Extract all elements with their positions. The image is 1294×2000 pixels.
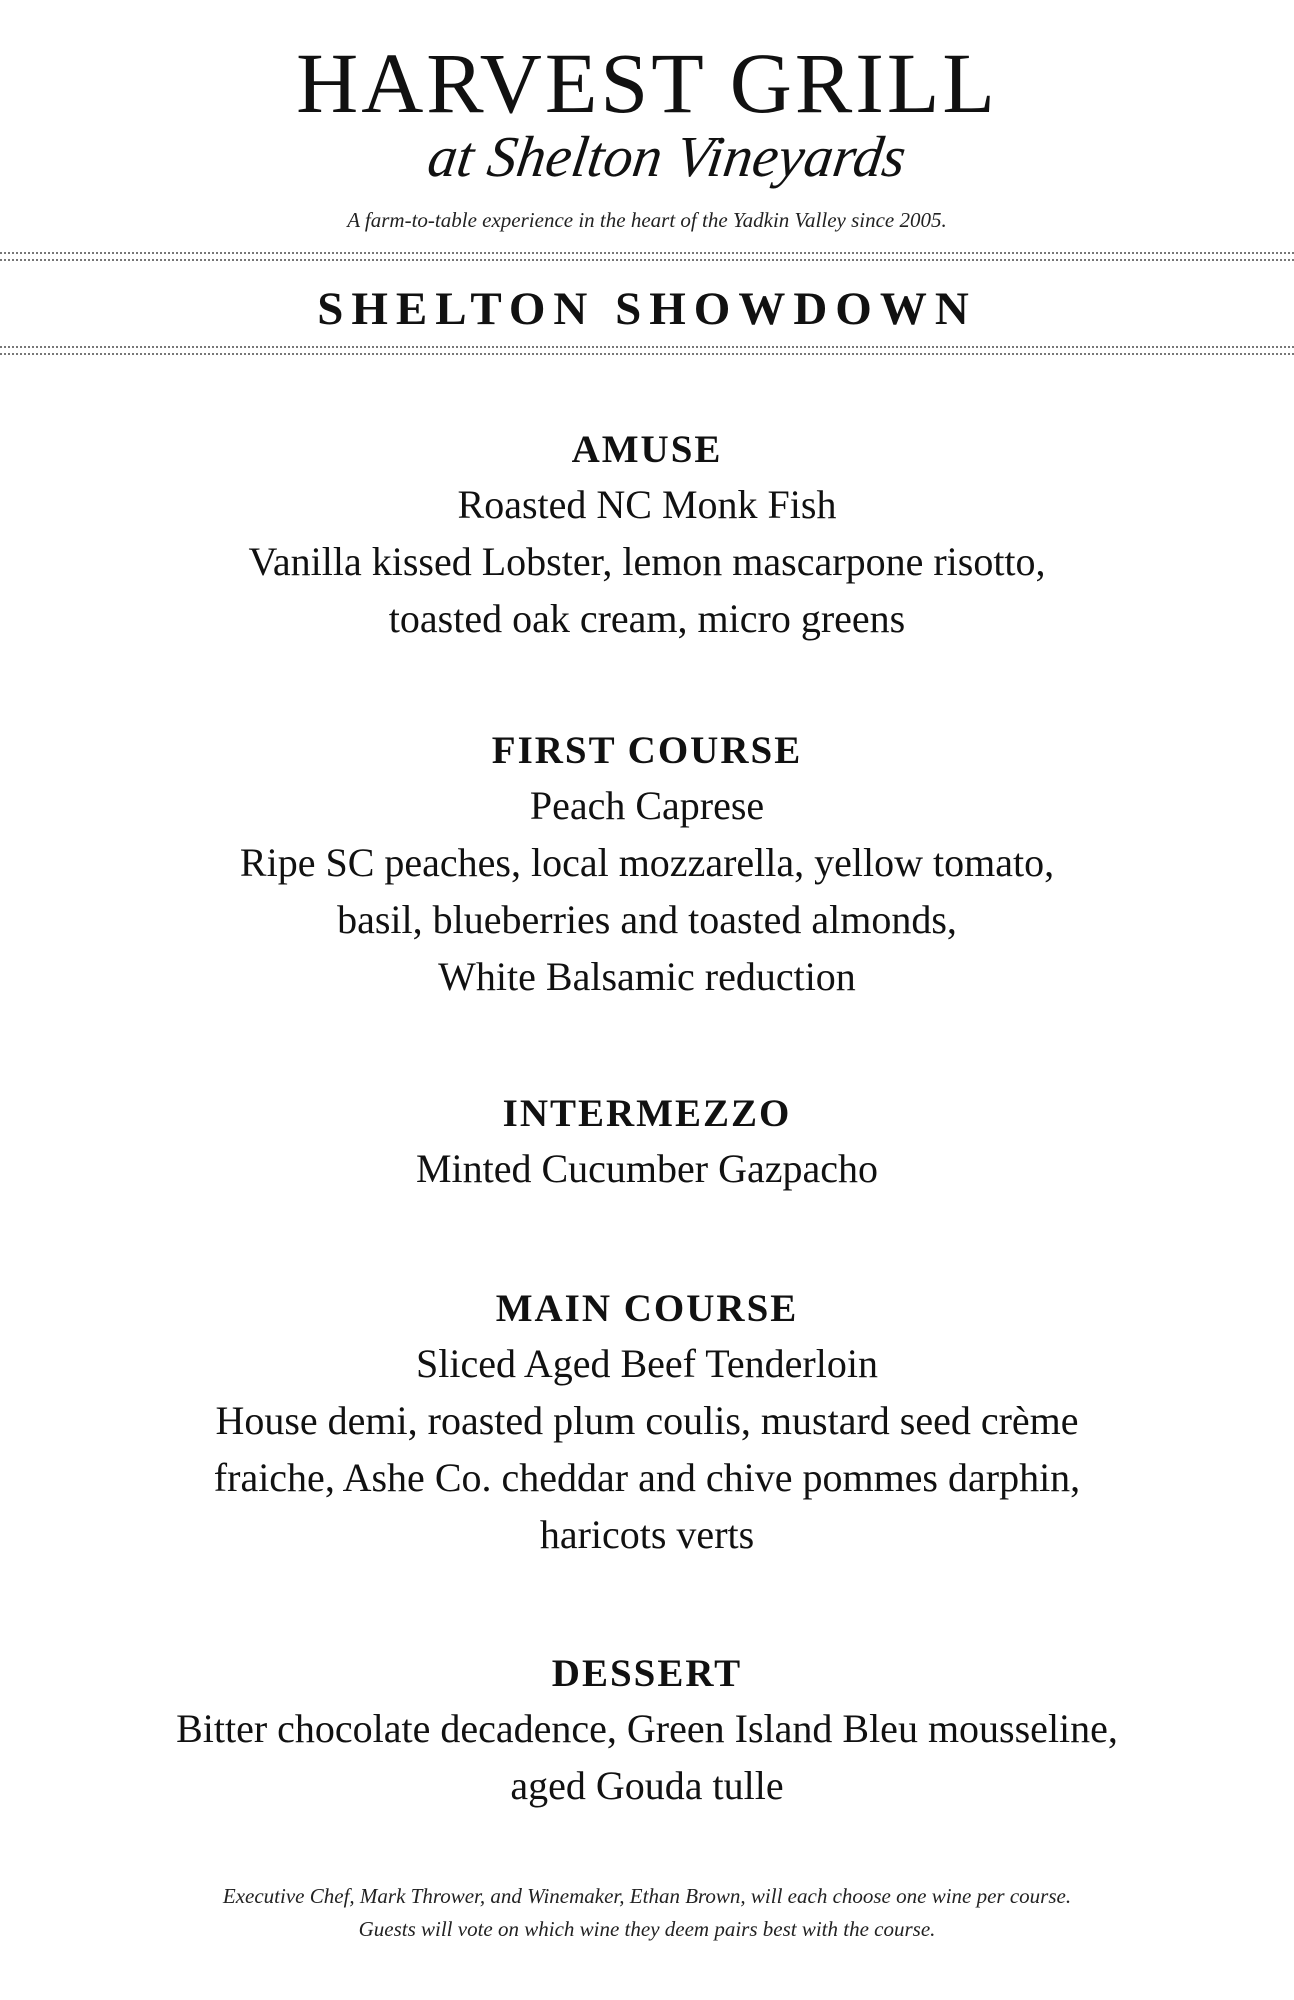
course-first bbox=[0, 725, 1294, 1005]
restaurant-name: HARVEST GRILL bbox=[296, 35, 998, 131]
footer-line: Guests will vote on which wine they deem pairs best with the course. bbox=[358, 1917, 936, 1941]
course-description: toasted oak cream, micro greens bbox=[388, 596, 906, 641]
course-main bbox=[0, 1283, 1294, 1563]
course-dish: Peach Caprese bbox=[529, 783, 765, 828]
tagline: A farm-to-table experience in the heart of the Yadkin Valley since 2005. bbox=[347, 208, 947, 232]
bottom-divider-lower bbox=[0, 353, 1294, 355]
course-dessert bbox=[0, 1648, 1294, 1814]
course-description: basil, blueberries and toasted almonds, bbox=[337, 897, 957, 942]
course-dish: Minted Cucumber Gazpacho bbox=[415, 1146, 879, 1191]
footer-line: Executive Chef, Mark Thrower, and Winemaker, Ethan Brown, will each choose one wine per course. bbox=[222, 1884, 1072, 1908]
course-description: House demi, roasted plum coulis, mustard seed crème bbox=[215, 1398, 1079, 1443]
course-heading: FIRST COURSE bbox=[491, 729, 803, 772]
course-description: Vanilla kissed Lobster, lemon mascarpone risotto, bbox=[248, 539, 1046, 584]
footer-note bbox=[0, 1880, 1294, 1946]
course-amuse bbox=[0, 424, 1294, 647]
course-heading: AMUSE bbox=[571, 428, 723, 471]
course-heading: INTERMEZZO bbox=[502, 1092, 792, 1135]
course-dish: Roasted NC Monk Fish bbox=[457, 482, 837, 527]
course-description: haricots verts bbox=[539, 1512, 755, 1557]
course-intermezzo bbox=[0, 1088, 1294, 1197]
course-description: White Balsamic reduction bbox=[438, 954, 856, 999]
top-divider-lower bbox=[0, 259, 1294, 261]
course-description: Bitter chocolate decadence, Green Island Bleu mousseline, bbox=[176, 1706, 1118, 1751]
top-divider-upper bbox=[0, 252, 1294, 254]
bottom-divider-upper bbox=[0, 346, 1294, 348]
restaurant-subtitle: at Shelton Vineyards bbox=[424, 124, 911, 189]
course-description: aged Gouda tulle bbox=[510, 1763, 784, 1808]
course-dish: Sliced Aged Beef Tenderloin bbox=[416, 1341, 878, 1386]
course-heading: MAIN COURSE bbox=[495, 1287, 799, 1330]
course-description: fraiche, Ashe Co. cheddar and chive pommes darphin, bbox=[213, 1455, 1081, 1500]
event-title: SHELTON SHOWDOWN bbox=[317, 283, 977, 335]
course-description: Ripe SC peaches, local mozzarella, yellow tomato, bbox=[239, 840, 1055, 885]
course-heading: DESSERT bbox=[551, 1652, 743, 1695]
